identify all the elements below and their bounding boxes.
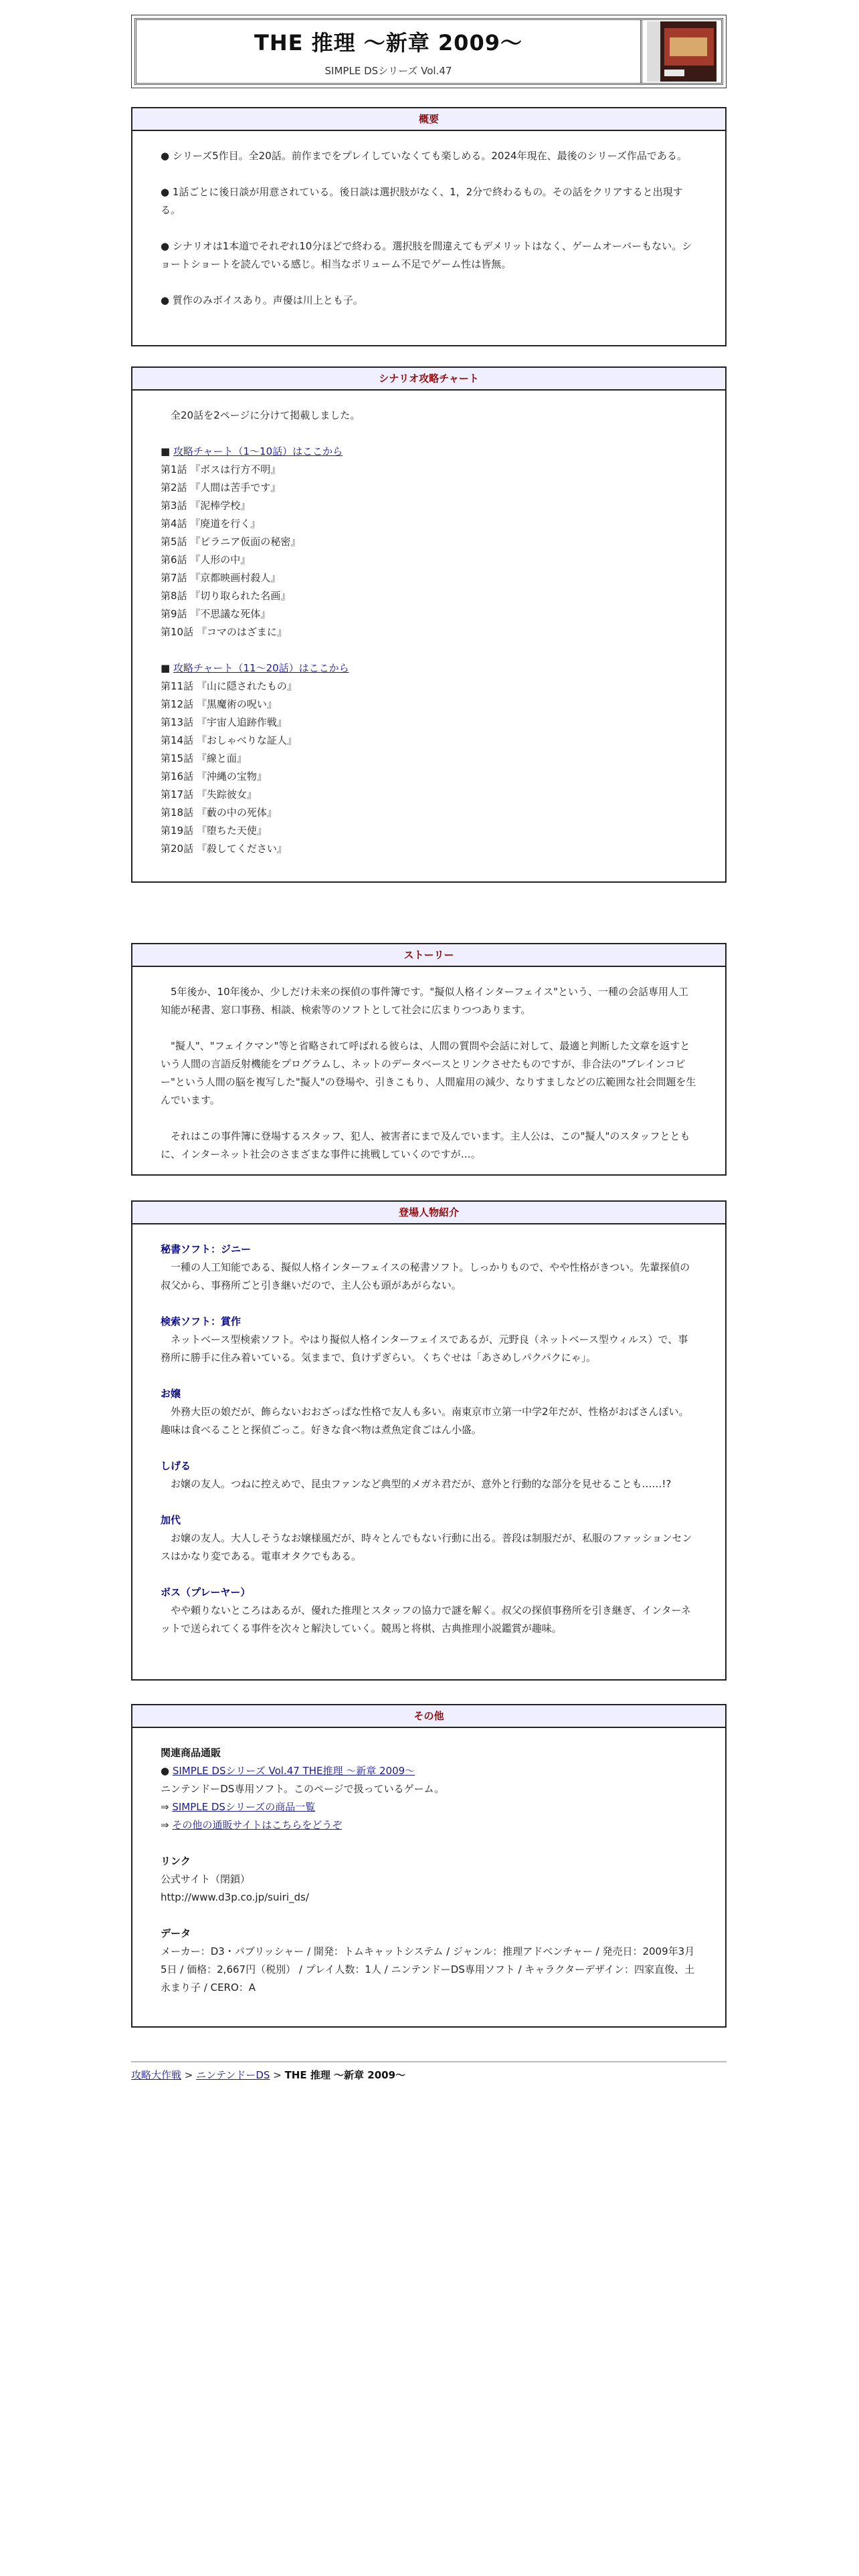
- overview-heading: 概要: [132, 108, 725, 131]
- character-entry: [161, 1241, 697, 1295]
- episode-item: 第8話 『切り取られた名画』: [161, 590, 291, 602]
- character-desc: お嬢の友人。つねに控えめで、昆虫ファンなど典型的メガネ君だが、意外と行動的な部分を見せることも……!?: [171, 1478, 672, 1490]
- chart-link-line-1: ■ 攻略チャート（1～10話）はここから: [161, 445, 343, 457]
- episode-item: 第17話 『失踪彼女』: [161, 788, 257, 800]
- chart-link-1-10[interactable]: 攻略チャート（1～10話）はここから: [173, 445, 343, 457]
- character-desc: 外務大臣の娘だが、飾らないおおざっぱな性格で友人も多い。南東京市立第一中学2年だが、性格がおばさんぽい。趣味は食べることと探偵ごっこ。好きな食べ物は煮魚定食ごはん小盛。: [161, 1406, 689, 1436]
- breadcrumb: 攻略大作戦 > ニンテンドーDS > THE 推理 ～新章 2009～: [131, 2069, 406, 2081]
- chart-link-11-20[interactable]: 攻略チャート（11～20話）はここから: [173, 662, 349, 674]
- episode-item: 第4話 『廃道を行く』: [161, 518, 261, 530]
- episode-item: 第14話 『おしゃべりな証人』: [161, 734, 297, 746]
- product-link[interactable]: SIMPLE DSシリーズ Vol.47 THE推理 ～新章 2009～: [172, 1765, 415, 1777]
- episode-item: 第9話 『不思議な死体』: [161, 608, 271, 620]
- footer-divider: [131, 2061, 727, 2062]
- episode-item: 第2話 『人間は苦手です』: [161, 481, 281, 494]
- page-title: THE 推理 ～新章 2009～: [254, 29, 522, 56]
- character-desc: ネットベース型検索ソフト。やはり擬似人格インターフェイスであるが、元野良（ネットベース型ウィルス）で、事務所に勝手に住み着いている。気ままで、負けずぎらい。くちぐせは「あさめしパクパクにゃ」。: [161, 1333, 688, 1364]
- episode-item: 第7話 『京都映画村殺人』: [161, 572, 281, 584]
- character-entry: [161, 1457, 697, 1493]
- story-paragraph: それはこの事件簿に登場するスタッフ、犯人、被害者にまで及んでいます。主人公は、この"擬人"のスタッフとともに、インターネット社会のさまざまな事件に挑戦していくのですが…。: [161, 1130, 690, 1160]
- episode-item: 第1話 『ボスは行方不明』: [161, 463, 281, 475]
- story-heading: ストーリー: [132, 944, 725, 967]
- data-text: メーカー：D3・パブリッシャー / 開発：トムキャットシステム / ジャンル：推理アドベンチャー / 発売日：2009年3月5日 / 価格：2,667円（税別） / プレイ人数：1人 / ニンテンドーDS専用ソフト / キャラクターデザイン：四家直俊、土永まり子 / CERO：A: [161, 1945, 695, 1994]
- other-shops-link[interactable]: その他の通販サイトはこちらをどうぞ: [172, 1819, 343, 1831]
- others-heading: その他: [132, 1705, 725, 1728]
- character-entry: [161, 1313, 697, 1367]
- episode-item: 第19話 『堕ちた天使』: [161, 825, 267, 837]
- related-title: 関連商品通販: [161, 1747, 221, 1759]
- related-products: [161, 1744, 697, 1834]
- related-note: ニンテンドーDS専用ソフト。このページで扱っているゲーム。: [161, 1783, 445, 1795]
- character-name: ボス（プレーヤー）: [161, 1586, 251, 1598]
- episode-item: 第10話 『コマのはざまに』: [161, 626, 287, 638]
- breadcrumb-current: THE 推理 ～新章 2009～: [284, 2069, 406, 2081]
- breadcrumb-platform-link[interactable]: ニンテンドーDS: [196, 2069, 270, 2081]
- character-name: お嬢: [161, 1388, 181, 1400]
- story-paragraph: 5年後か、10年後か、少しだけ未来の探偵の事件簿です。"擬似人格インターフェイス"という、一種の会話専用人工知能が秘書、窓口事務、相談、検索等のソフトとして社会に広まりつつあります。: [161, 986, 688, 1016]
- episode-item: 第18話 『藪の中の死体』: [161, 807, 277, 819]
- episode-item: 第16話 『沖縄の宝物』: [161, 770, 267, 782]
- scenario-intro: 全20話を2ページに分けて掲載しました。: [171, 409, 361, 421]
- breadcrumb-root-link[interactable]: 攻略大作戦: [131, 2069, 182, 2081]
- overview-section: [131, 107, 727, 346]
- character-name: 検索ソフト：賞作: [161, 1315, 242, 1327]
- official-site-url: http://www.d3p.co.jp/suiri_ds/: [161, 1891, 309, 1903]
- episode-item: 第6話 『人形の中』: [161, 554, 251, 566]
- series-link-line: ⇒ SIMPLE DSシリーズの商品一覧: [161, 1801, 316, 1813]
- characters-section: [131, 1200, 727, 1681]
- page-subtitle: SIMPLE DSシリーズ Vol.47: [324, 64, 452, 77]
- related-product-line: ● SIMPLE DSシリーズ Vol.47 THE推理 ～新章 2009～: [161, 1765, 415, 1777]
- character-desc: お嬢の友人。大人しそうなお嬢様風だが、時々とんでもない行動に出る。普段は制服だが、私服のファッションセンスはかなり変である。電車オタクでもある。: [161, 1532, 692, 1562]
- episode-item: 第20話 『殺してください』: [161, 843, 287, 855]
- story-paragraph: "擬人"、"フェイクマン"等と省略されて呼ばれる彼らは、人間の質問や会話に対して、最適と判断した文章を返すという人間の言語反射機能をプログラムし、ネットのデータベースとリンクさせたものですが、非合法の"ブレインコピー"という人間の脳を複写した"擬人"の登場や、引きこもり、人間雇用の減少、なりすましなどの広範囲な社会問題を生んでいます。: [161, 1040, 696, 1106]
- episode-item: 第12話 『黒魔術の呪い』: [161, 698, 277, 710]
- scenario-section: [131, 366, 727, 883]
- character-desc: 一種の人工知能である、擬似人格インターフェイスの秘書ソフト。しっかりもので、やや性格がきつい。先輩探偵の叔父から、事務所ごと引き継いだので、主人公も頭があがらない。: [161, 1261, 690, 1291]
- others-section: [131, 1704, 727, 2028]
- scenario-heading: シナリオ攻略チャート: [132, 368, 725, 391]
- episode-item: 第5話 『ピラニア仮面の秘密』: [161, 536, 301, 548]
- episode-item: 第13話 『宇宙人追跡作戦』: [161, 716, 287, 728]
- character-name: しげる: [161, 1460, 191, 1472]
- overview-paragraph: ● シリーズ5作目。全20話。前作までをプレイしていなくても楽しめる。2024年現在、最後のシリーズ作品である。: [161, 150, 687, 162]
- character-name: 秘書ソフト：ジニー: [161, 1243, 252, 1255]
- overview-paragraph: ● 質作のみボイスあり。声優は川上とも子。: [161, 294, 363, 306]
- page-header: [131, 15, 727, 88]
- links-block: [161, 1852, 697, 1907]
- character-entry: [161, 1511, 697, 1566]
- characters-heading: 登場人物紹介: [132, 1202, 725, 1224]
- series-list-link[interactable]: SIMPLE DSシリーズの商品一覧: [172, 1801, 316, 1813]
- character-desc: やや頼りないところはあるが、優れた推理とスタッフの協力で謎を解く。叔父の探偵事務所を引き継ぎ、インターネットで送られてくる事件を次々と解決していく。競馬と将棋、古典推理小説鑑賞が趣味。: [161, 1604, 691, 1634]
- shops-link-line: ⇒ その他の通販サイトはこちらをどうぞ: [161, 1819, 343, 1831]
- data-title: データ: [161, 1927, 191, 1939]
- chart-link-line-2: ■ 攻略チャート（11～20話）はここから: [161, 662, 349, 674]
- overview-paragraph: ● 1話ごとに後日談が用意されている。後日談は選択肢がなく、1，2分で終わるもの。その話をクリアすると出現する。: [161, 186, 683, 216]
- character-name: 加代: [161, 1514, 181, 1526]
- overview-paragraph: ● シナリオは1本道でそれぞれ10分ほどで終わる。選択肢を間違えてもデメリットはなく、ゲームオーバーもない。ショートショートを読んでいる感じ。相当なボリューム不足でゲーム性は皆無。: [161, 240, 692, 270]
- character-entry: [161, 1385, 697, 1439]
- data-block: [161, 1925, 697, 1997]
- game-cover-image: [640, 20, 721, 83]
- episode-item: 第15話 『線と面』: [161, 752, 247, 764]
- story-section: [131, 943, 727, 1176]
- links-title: リンク: [161, 1855, 191, 1867]
- episode-item: 第11話 『山に隠されたもの』: [161, 680, 297, 692]
- official-site-label: 公式サイト（閉鎖）: [161, 1873, 250, 1885]
- episode-item: 第3話 『泥棒学校』: [161, 500, 251, 512]
- character-entry: [161, 1584, 697, 1638]
